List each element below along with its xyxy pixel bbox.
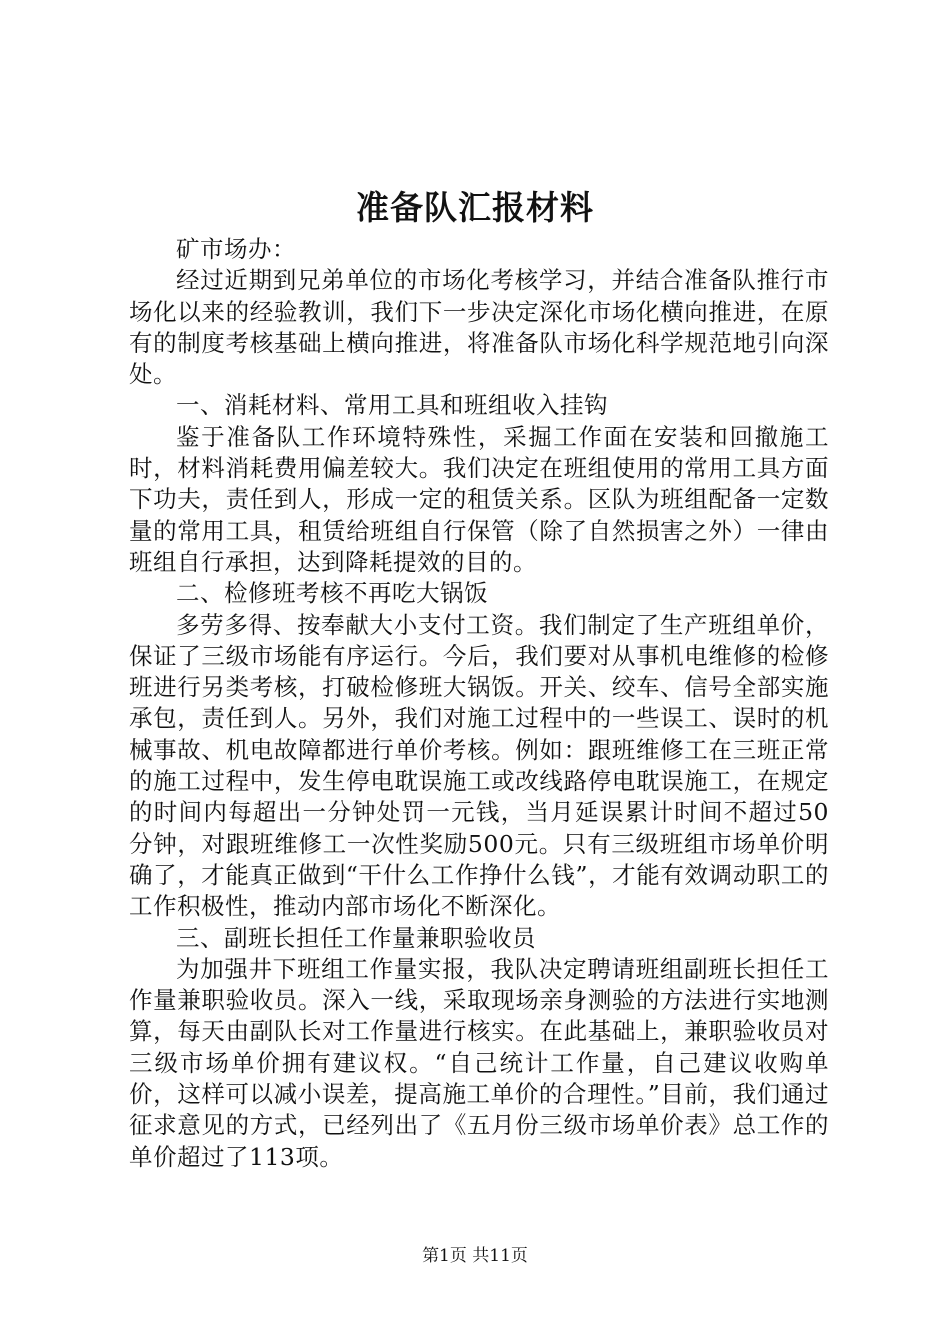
intro-paragraph: 经过近期到兄弟单位的市场化考核学习，并结合准备队推行市场化以来的经验教训，我们下一步决定深化市场化横向推进，在原有的制度考核基础上横向推进，将准备队市场化科学规范地引向深处。 [129, 266, 829, 389]
salutation: 矿市场办： [176, 235, 296, 263]
document-body [129, 234, 829, 1173]
section-heading-3: 三、副班长担任工作量兼职验收员 [176, 923, 536, 952]
section-heading-1: 一、消耗材料、常用工具和班组收入挂钩 [176, 391, 608, 420]
section-heading-2: 二、检修班考核不再吃大锅饭 [176, 579, 488, 608]
section-paragraph-1: 鉴于准备队工作环境特殊性，采掘工作面在安装和回撤施工时，材料消耗费用偏差较大。我们决定在班组使用的常用工具方面下功夫，责任到人，形成一定的租赁关系。区队为班组配备一定数量的常用工具，租赁给班组自行保管（除了自然损害之外）一律由班组自行承担，达到降耗提效的目的。 [129, 422, 829, 576]
section-paragraph-2: 多劳多得、按奉献大小支付工资。我们制定了生产班组单价，保证了三级市场能有序运行。今后，我们要对从事机电维修的检修班进行另类考核，打破检修班大锅饭。开关、绞车、信号全部实施承包，责任到人。另外，我们对施工过程中的一些误工、误时的机械事故、机电故障都进行单价考核。例如：跟班维修工在三班正常的施工过程中，发生停电耽误施工或改线路停电耽误施工，在规定的时间内每超出一分钟处罚一元钱，当月延误累计时间不超过50分钟，对跟班维修工一次性奖励500元。只有三级班组市场单价明确了，才能真正做到“干什么工作挣什么钱”，才能有效调动职工的工作积极性，推动内部市场化不断深化。 [129, 610, 829, 921]
document-title: 准备队汇报材料 [356, 188, 594, 227]
section-paragraph-3: 为加强井下班组工作量实报，我队决定聘请班组副班长担任工作量兼职验收员。深入一线，采取现场亲身测验的方法进行实地测算，每天由副队长对工作量进行核实。在此基础上，兼职验收员对三级市场单价拥有建议权。“自己统计工作量，自己建议收购单价，这样可以减小误差，提高施工单价的合理性。”目前，我们通过征求意见的方式，已经列出了《五月份三级市场单价表》总工作的单价超过了113项。 [129, 954, 829, 1171]
page-footer: 第1页 共11页 [422, 1246, 528, 1266]
